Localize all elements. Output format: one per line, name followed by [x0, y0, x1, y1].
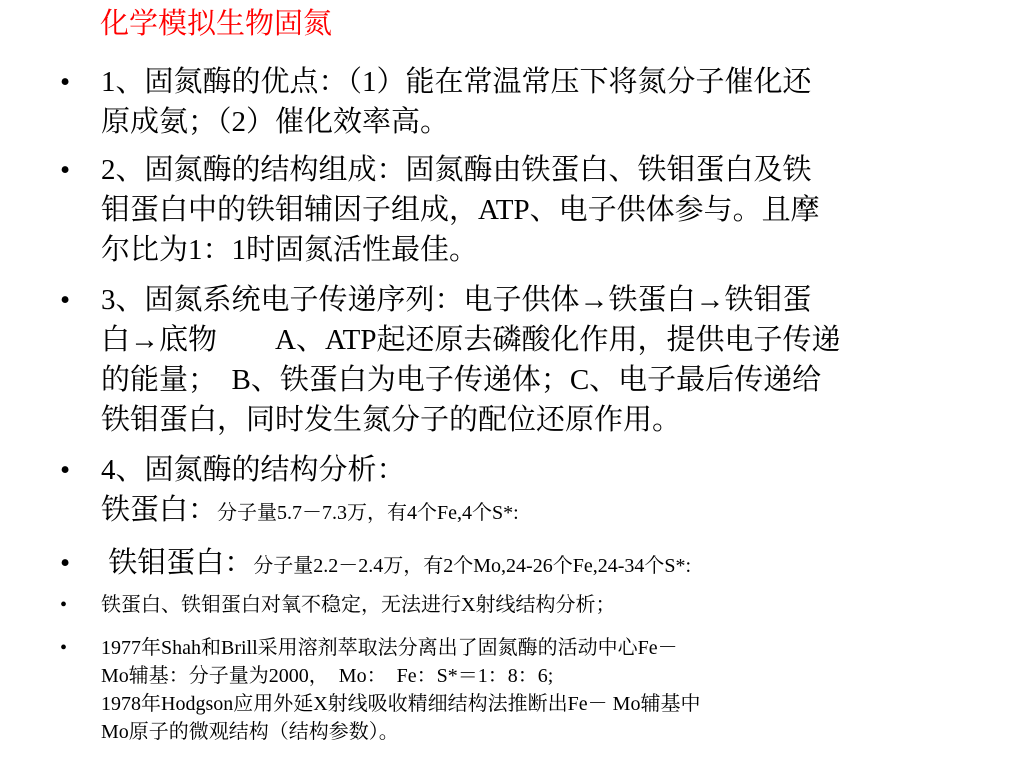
item-2-line-1: 2、固氮酶的结构组成：固氮酶由铁蛋白、铁钼蛋白及铁 [101, 154, 812, 186]
item-5-detail: 分子量2.2－2.4万，有2个Mo,24-26个Fe,24-34个S*: [253, 555, 692, 577]
list-item-5 [60, 543, 960, 583]
item-7-line-3: 1978年Hodgson应用外延X射线吸收精细结构法推断出Fe－ Mo辅基中 [101, 693, 701, 715]
item-7-line-4: Mo原子的微观结构（结构参数）。 [101, 721, 399, 743]
item-4-line-1: 4、固氮酶的结构分析： [101, 454, 406, 486]
bullet-icon: • [60, 547, 71, 579]
bullet-icon: • [60, 66, 71, 98]
item-3-line-3: 的能量； B、铁蛋白为电子传递体；C、电子最后传递给 [101, 364, 822, 396]
item-3-line-4: 铁钼蛋白，同时发生氮分子的配位还原作用。 [101, 404, 682, 436]
bullet-icon: • [60, 594, 68, 616]
item-1-line-2: 原成氨；（2）催化效率高。 [101, 106, 450, 138]
item-2-line-3: 尔比为1：1时固氮活性最佳。 [101, 234, 479, 266]
item-6-line-1: 铁蛋白、铁钼蛋白对氧不稳定，无法进行X射线结构分析； [101, 594, 616, 616]
item-5-label: 铁钼蛋白： [101, 547, 254, 579]
bullet-icon: • [60, 284, 71, 316]
list-item-7 [60, 634, 960, 750]
bullet-icon: • [60, 154, 71, 186]
slide-title: 化学模拟生物固氮 [100, 8, 333, 40]
list-item-3 [60, 280, 960, 440]
bullet-icon: • [60, 637, 68, 659]
list-item-1 [60, 62, 960, 142]
item-3-line-2: 白→底物 A、ATP起还原去磷酸化作用，提供电子传递 [101, 324, 841, 356]
list-item-2 [60, 150, 960, 270]
item-1-line-1: 1、固氮酶的优点：（1）能在常温常压下将氮分子催化还 [101, 66, 812, 98]
bullet-icon: • [60, 454, 71, 486]
item-3-line-1: 3、固氮系统电子传递序列：电子供体→铁蛋白→铁钼蛋 [101, 284, 812, 316]
list-item-6 [60, 591, 960, 619]
item-7-line-2: Mo辅基：分子量为2000， Mo： Fe：S*＝1：8：6; [101, 665, 554, 687]
item-2-line-2: 钼蛋白中的铁钼辅因子组成，ATP、电子供体参与。且摩 [101, 194, 820, 226]
item-7-line-1: 1977年Shah和Brill采用溶剂萃取法分离出了固氮酶的活动中心Fe－ [101, 637, 678, 659]
list-item-4 [60, 450, 960, 534]
item-4-line-2-detail: 分子量5.7－7.3万，有4个Fe,4个S*: [217, 502, 519, 524]
item-4-line-2-label: 铁蛋白： [101, 494, 218, 526]
